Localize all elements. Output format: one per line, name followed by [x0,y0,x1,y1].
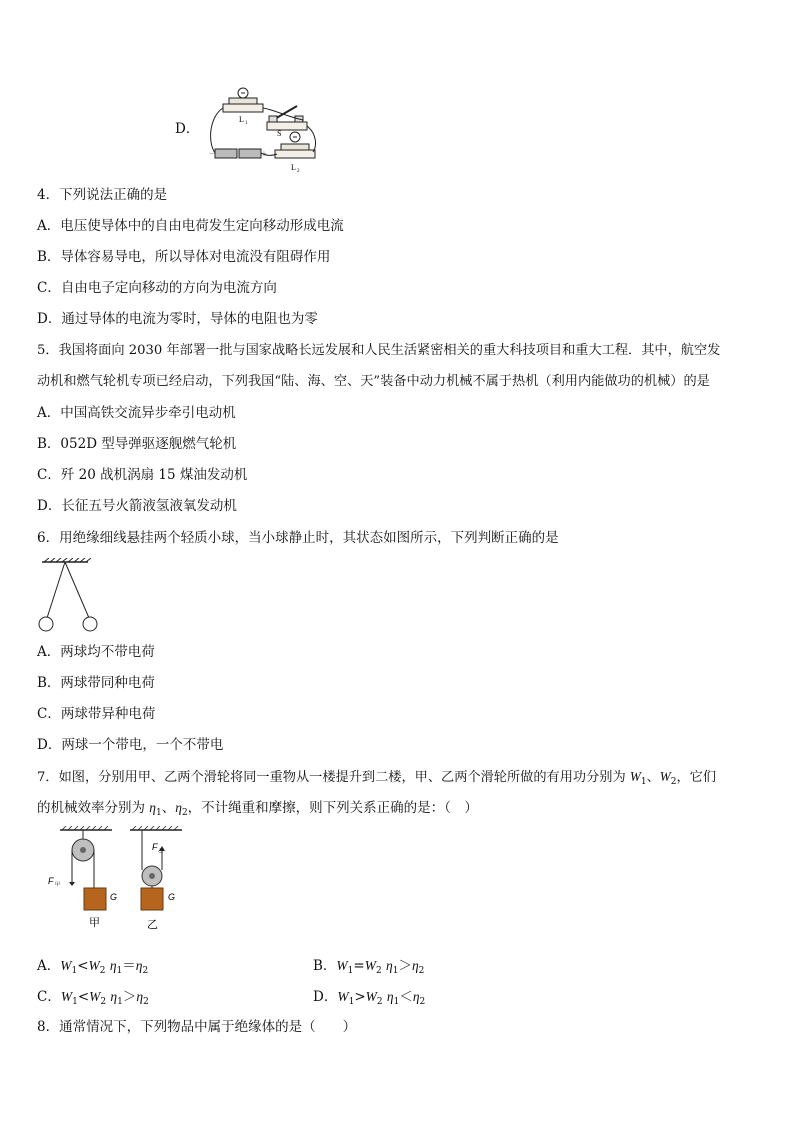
q7-stem-line2: 的机械效率分别为 $\eta_1$、$\eta_2$，不计绳重和摩擦，则下列关系正确的是：（ ） [37,800,478,818]
circuit-diagram [205,86,320,176]
circuit-label-l1-sub: 1 [245,121,248,126]
q4-option-a[interactable]: A．电压使导体中的自由电荷发生定向移动形成电流 [37,218,344,234]
pulley-f1-label: F [48,876,54,886]
q4-option-b[interactable]: B．导体容易导电，所以导体对电流没有阻碍作用 [37,249,331,265]
hanging-balls-figure [36,558,106,634]
q7-option-c[interactable]: C．$W_1<W_2$ $\eta_1>\eta_2$ [37,989,149,1007]
q6-option-b[interactable]: B．两球带同种电荷 [37,675,155,691]
q5-stem-line2: 动机和燃气轮机专项已经启动，下列我国“陆、海、空、天”装备中动力机械不属于热机（利用内能做功的机械）的是 [37,374,710,389]
circuit-label-minus: － [209,151,216,158]
q5-option-c[interactable]: C．歼 20 战机涡扇 15 煤油发动机 [37,467,248,483]
q5-stem-line1: 5．我国将面向 2030 年部署一批与国家战略长远发展和人民生活紧密相关的重大科技项目和重大工程．其中，航空发 [37,343,721,358]
pulley-f2-label: F [152,842,158,852]
circuit-label-l1: L [239,115,244,124]
pulley-name1: 甲 [89,916,100,929]
pulley-figure [46,826,196,934]
pulley-g2-label: G [168,892,176,902]
q6-stem: 6．用绝缘细线悬挂两个轻质小球，当小球静止时，其状态如图所示，下列判断正确的是 [37,530,559,546]
q4-option-d[interactable]: D．通过导体的电流为零时，导体的电阻也为零 [37,311,318,327]
q7-option-b[interactable]: B．$W_1=W_2$ $\eta_1>\eta_2$ [313,958,425,976]
q7-option-a[interactable]: A．$W_1<W_2$ $\eta_1=\eta_2$ [37,958,149,976]
pulley-name2: 乙 [147,918,158,931]
q4-option-c[interactable]: C．自由电子定向移动的方向为电流方向 [37,280,277,296]
pulley-g1-label: G [110,892,118,902]
q3-option-d-label: D． [175,121,200,137]
q6-option-d[interactable]: D．两球一个带电，一个不带电 [37,737,224,753]
ball-right [83,617,97,631]
circuit-label-plus: ＋ [261,151,268,158]
circuit-label-l2-sub: 2 [297,169,300,174]
q7-option-d[interactable]: D．$W_1>W_2$ $\eta_1<\eta_2$ [313,989,426,1007]
q6-option-c[interactable]: C．两球带异种电荷 [37,706,156,722]
pulley-f1-sub: 甲 [55,882,61,888]
circuit-label-s: S [277,129,282,138]
circuit-label-l2: L [291,163,296,172]
q8-stem: 8．通常情况下，下列物品中属于绝缘体的是（ ） [37,1019,357,1035]
q5-option-a[interactable]: A．中国高铁交流异步牵引电动机 [37,405,236,421]
q6-option-a[interactable]: A．两球均不带电荷 [37,644,155,660]
pulley-f2-sub: 乙 [158,848,164,854]
q5-option-b[interactable]: B．052D 型导弹驱逐舰燃气轮机 [37,436,237,452]
q4-stem: 4．下列说法正确的是 [37,187,168,203]
q5-option-d[interactable]: D．长征五号火箭液氢液氧发动机 [37,498,237,514]
ball-left [39,617,53,631]
q7-stem-line1: 7．如图，分别用甲、乙两个滑轮将同一重物从一楼提升到二楼，甲、乙两个滑轮所做的有用功分别为 $W_1$、$W_2$，它们 [37,769,717,787]
